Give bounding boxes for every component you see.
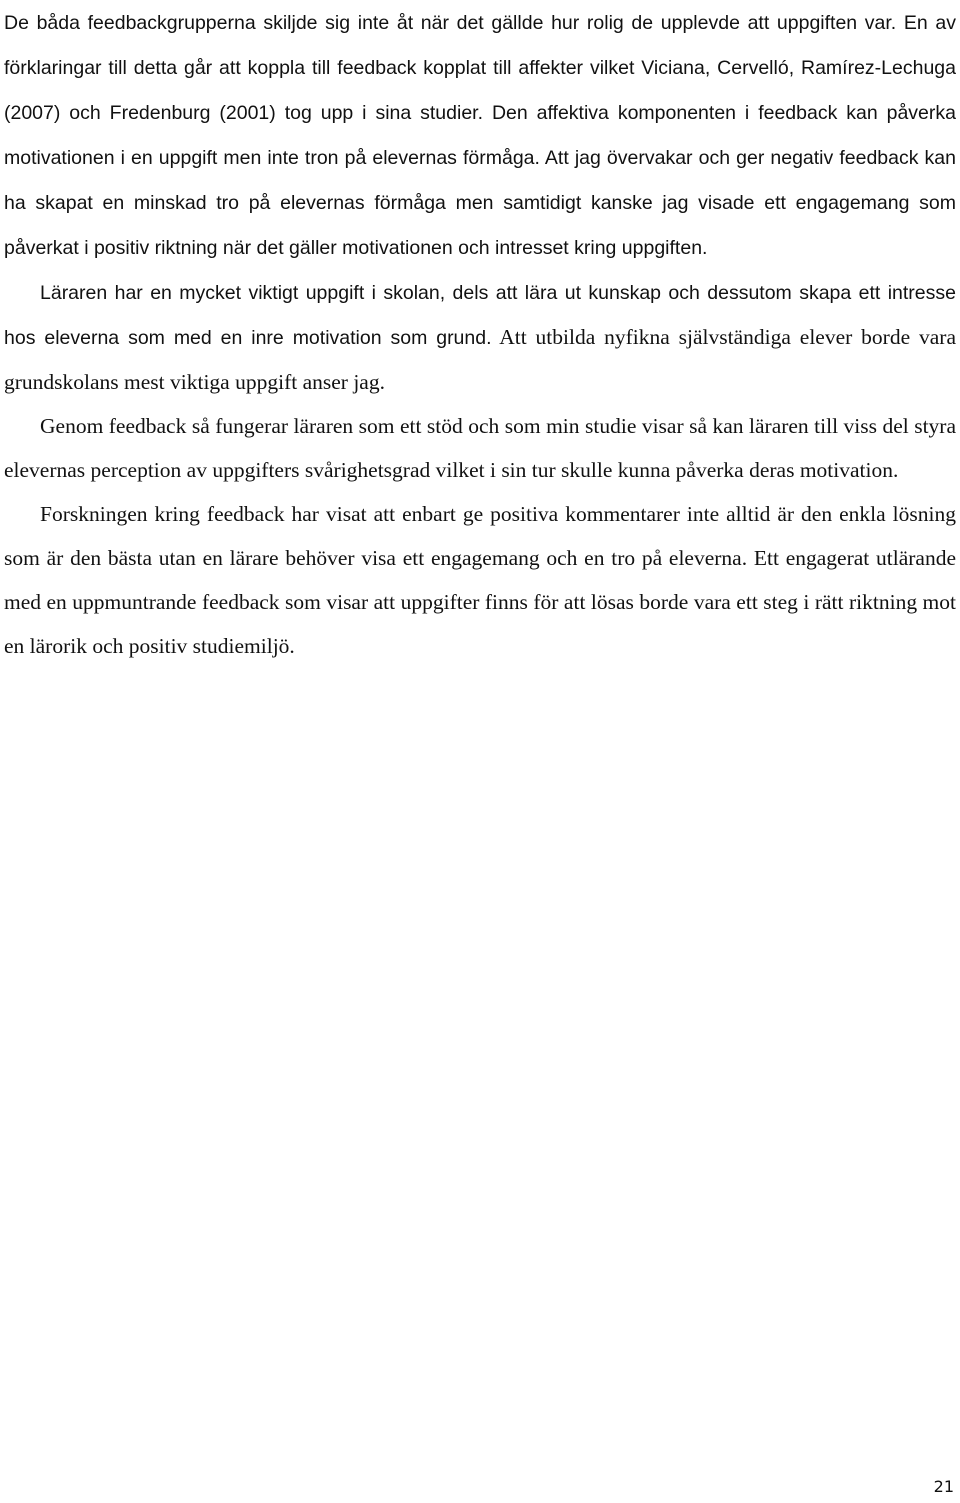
page-number: 21 <box>933 1477 954 1496</box>
paragraph <box>4 404 956 492</box>
text-run: De båda feedbackgrupperna skiljde sig inte åt när det gällde hur rolig de upplevde att uppgiften var. En av förklaringar till detta går att koppla till feedback kopplat till affekter vilket Viciana, Cervelló, Ramírez-Lechuga (2007) och Fredenburg (2001) tog upp i sina studier. Den affektiva komponenten i feedback kan påverka motivationen i en uppgift men inte tron på elevernas förmåga. Att jag övervakar och ger negativ feedback kan ha skapat en minskad tro på elevernas förmåga men samtidigt kanske jag visade ett engagemang som påverkat i positiv riktning när det gäller motivationen och intresset kring uppgiften. <box>4 12 956 259</box>
text-run: Genom feedback så fungerar läraren som ett stöd och som min studie visar så kan läraren till viss del styra elevernas perception av uppgifters svårighetsgrad vilket i sin tur skulle kunna påverka deras motivation. <box>4 414 956 482</box>
paragraph <box>4 492 956 668</box>
text-run: Forskningen kring feedback har visat att enbart ge positiva kommentarer inte alltid är den enkla lösning som är den bästa utan en lärare behöver visa ett engagemang och en tro på eleverna. Ett engagerat utlärande med en uppmuntrande feedback som visar att uppgifter finns för att lösas borde vara ett steg i rätt riktning mot en lärorik och positiv studiemiljö. <box>4 502 956 658</box>
body-text <box>4 0 956 668</box>
paragraph <box>4 270 956 404</box>
text-run: Läraren har en mycket viktigt uppgift i skolan, dels att lära ut kunskap och dessutom skapa ett intresse hos eleverna som med en inre motivation som grund. <box>4 282 956 349</box>
paragraph <box>4 0 956 270</box>
text-run: Att utbilda nyfikna självständiga elever borde vara grundskolans mest viktiga uppgift anser jag. <box>4 325 956 394</box>
